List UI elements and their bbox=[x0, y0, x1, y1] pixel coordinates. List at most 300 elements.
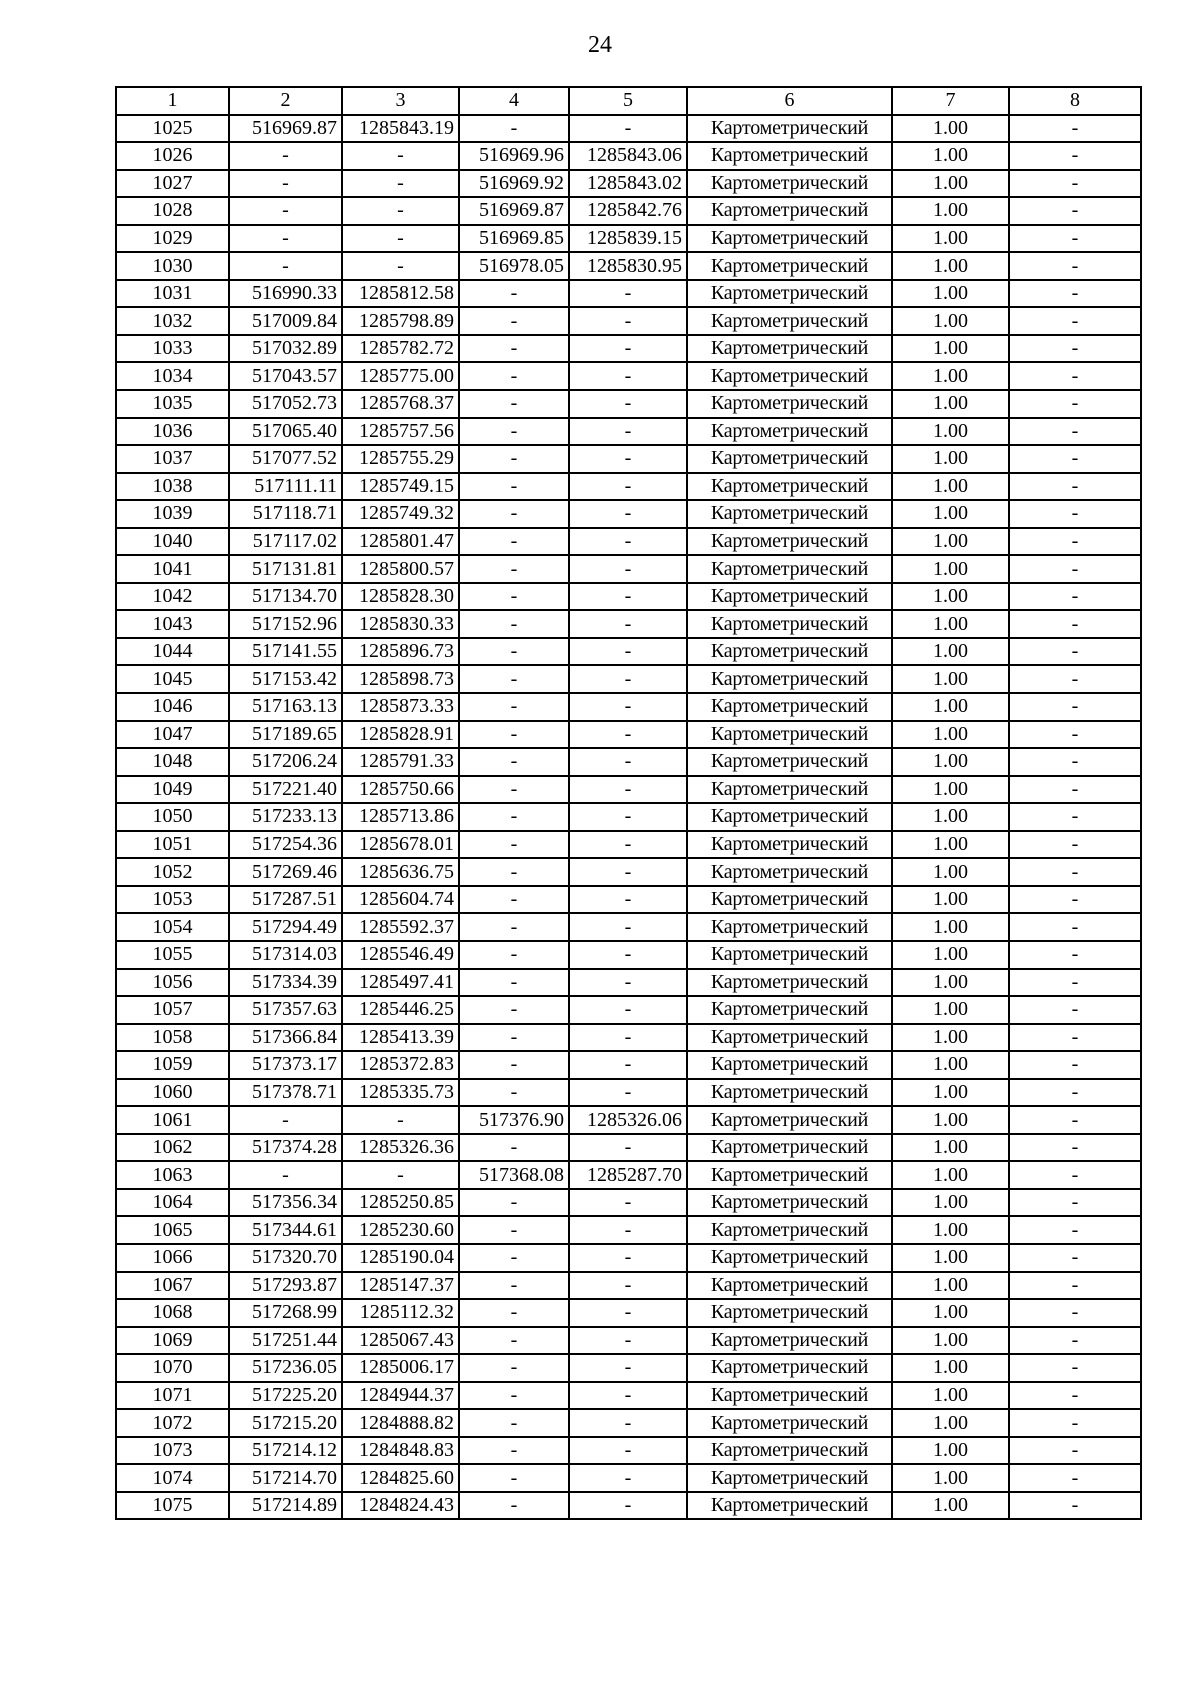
cell-y-new: - bbox=[569, 280, 687, 308]
cell-x-new: - bbox=[459, 748, 569, 776]
table-row bbox=[116, 418, 1141, 446]
cell-x-existing: 517134.70 bbox=[229, 583, 342, 611]
cell-note: - bbox=[1009, 1409, 1141, 1437]
cell-accuracy: 1.00 bbox=[892, 1272, 1009, 1300]
cell-accuracy: 1.00 bbox=[892, 748, 1009, 776]
cell-x-new: - bbox=[459, 280, 569, 308]
cell-point-number: 1061 bbox=[116, 1106, 229, 1134]
cell-note: - bbox=[1009, 1492, 1141, 1520]
cell-method: Картометрический bbox=[687, 913, 892, 941]
cell-method: Картометрический bbox=[687, 1409, 892, 1437]
cell-note: - bbox=[1009, 170, 1141, 198]
cell-accuracy: 1.00 bbox=[892, 307, 1009, 335]
cell-y-new: - bbox=[569, 528, 687, 556]
cell-x-new: - bbox=[459, 721, 569, 749]
cell-y-existing: 1285828.30 bbox=[342, 583, 459, 611]
cell-note: - bbox=[1009, 610, 1141, 638]
cell-y-new: - bbox=[569, 913, 687, 941]
cell-point-number: 1026 bbox=[116, 142, 229, 170]
cell-y-new: - bbox=[569, 390, 687, 418]
cell-y-existing: 1285335.73 bbox=[342, 1079, 459, 1107]
cell-y-new: - bbox=[569, 1409, 687, 1437]
cell-method: Картометрический bbox=[687, 1079, 892, 1107]
cell-method: Картометрический bbox=[687, 1051, 892, 1079]
cell-method: Картометрический bbox=[687, 610, 892, 638]
cell-method: Картометрический bbox=[687, 996, 892, 1024]
cell-x-new: 516969.92 bbox=[459, 170, 569, 198]
cell-y-new: - bbox=[569, 1299, 687, 1327]
table-row bbox=[116, 445, 1141, 473]
cell-method: Картометрический bbox=[687, 142, 892, 170]
cell-y-new: - bbox=[569, 1134, 687, 1162]
cell-accuracy: 1.00 bbox=[892, 996, 1009, 1024]
cell-y-new: - bbox=[569, 721, 687, 749]
cell-y-new: - bbox=[569, 941, 687, 969]
cell-x-existing: 517131.81 bbox=[229, 555, 342, 583]
cell-x-new: - bbox=[459, 1051, 569, 1079]
cell-x-new: - bbox=[459, 1327, 569, 1355]
cell-point-number: 1067 bbox=[116, 1272, 229, 1300]
cell-x-new: - bbox=[459, 1024, 569, 1052]
cell-point-number: 1031 bbox=[116, 280, 229, 308]
cell-accuracy: 1.00 bbox=[892, 1382, 1009, 1410]
cell-accuracy: 1.00 bbox=[892, 555, 1009, 583]
cell-method: Картометрический bbox=[687, 1299, 892, 1327]
cell-note: - bbox=[1009, 886, 1141, 914]
cell-x-new: - bbox=[459, 1382, 569, 1410]
table-row bbox=[116, 1079, 1141, 1107]
cell-note: - bbox=[1009, 693, 1141, 721]
table-row bbox=[116, 1354, 1141, 1382]
page-number: 24 bbox=[588, 32, 612, 58]
cell-x-new: - bbox=[459, 1134, 569, 1162]
cell-accuracy: 1.00 bbox=[892, 142, 1009, 170]
cell-x-new: - bbox=[459, 1079, 569, 1107]
cell-x-existing: 517314.03 bbox=[229, 941, 342, 969]
column-header-6: 6 bbox=[687, 87, 892, 115]
cell-y-new: - bbox=[569, 638, 687, 666]
cell-accuracy: 1.00 bbox=[892, 583, 1009, 611]
cell-note: - bbox=[1009, 1079, 1141, 1107]
table-row bbox=[116, 1244, 1141, 1272]
cell-point-number: 1046 bbox=[116, 693, 229, 721]
cell-x-new: 516969.85 bbox=[459, 225, 569, 253]
cell-accuracy: 1.00 bbox=[892, 280, 1009, 308]
cell-y-existing: 1285798.89 bbox=[342, 307, 459, 335]
cell-note: - bbox=[1009, 1437, 1141, 1465]
cell-x-existing: - bbox=[229, 170, 342, 198]
cell-x-new: - bbox=[459, 1189, 569, 1217]
cell-point-number: 1066 bbox=[116, 1244, 229, 1272]
cell-x-new: - bbox=[459, 776, 569, 804]
cell-note: - bbox=[1009, 776, 1141, 804]
cell-method: Картометрический bbox=[687, 665, 892, 693]
cell-method: Картометрический bbox=[687, 803, 892, 831]
cell-x-existing: 517233.13 bbox=[229, 803, 342, 831]
cell-y-existing: 1284848.83 bbox=[342, 1437, 459, 1465]
cell-method: Картометрический bbox=[687, 1161, 892, 1189]
cell-y-existing: 1285372.83 bbox=[342, 1051, 459, 1079]
cell-method: Картометрический bbox=[687, 886, 892, 914]
cell-y-existing: 1285873.33 bbox=[342, 693, 459, 721]
cell-accuracy: 1.00 bbox=[892, 1079, 1009, 1107]
cell-y-new: - bbox=[569, 473, 687, 501]
cell-x-existing: - bbox=[229, 252, 342, 280]
cell-x-new: - bbox=[459, 1216, 569, 1244]
table-row bbox=[116, 1382, 1141, 1410]
cell-accuracy: 1.00 bbox=[892, 390, 1009, 418]
table-row bbox=[116, 1189, 1141, 1217]
cell-point-number: 1053 bbox=[116, 886, 229, 914]
table-row bbox=[116, 996, 1141, 1024]
cell-point-number: 1049 bbox=[116, 776, 229, 804]
cell-y-existing: - bbox=[342, 1106, 459, 1134]
cell-note: - bbox=[1009, 748, 1141, 776]
cell-x-new: 517376.90 bbox=[459, 1106, 569, 1134]
cell-x-existing: 517366.84 bbox=[229, 1024, 342, 1052]
table-row bbox=[116, 583, 1141, 611]
cell-y-new: - bbox=[569, 1051, 687, 1079]
cell-x-existing: 517373.17 bbox=[229, 1051, 342, 1079]
table-row bbox=[116, 886, 1141, 914]
cell-method: Картометрический bbox=[687, 1134, 892, 1162]
cell-x-new: - bbox=[459, 335, 569, 363]
cell-method: Картометрический bbox=[687, 1492, 892, 1520]
cell-point-number: 1063 bbox=[116, 1161, 229, 1189]
cell-point-number: 1037 bbox=[116, 445, 229, 473]
cell-y-new: - bbox=[569, 362, 687, 390]
cell-method: Картометрический bbox=[687, 225, 892, 253]
column-header-8: 8 bbox=[1009, 87, 1141, 115]
cell-x-new: 516978.05 bbox=[459, 252, 569, 280]
cell-note: - bbox=[1009, 1189, 1141, 1217]
cell-y-new: - bbox=[569, 445, 687, 473]
cell-y-new: - bbox=[569, 1327, 687, 1355]
cell-method: Картометрический bbox=[687, 252, 892, 280]
cell-y-existing: 1284888.82 bbox=[342, 1409, 459, 1437]
cell-y-new: - bbox=[569, 803, 687, 831]
table-row bbox=[116, 1161, 1141, 1189]
cell-point-number: 1039 bbox=[116, 500, 229, 528]
cell-accuracy: 1.00 bbox=[892, 776, 1009, 804]
cell-point-number: 1042 bbox=[116, 583, 229, 611]
cell-point-number: 1045 bbox=[116, 665, 229, 693]
cell-x-existing: 517118.71 bbox=[229, 500, 342, 528]
cell-method: Картометрический bbox=[687, 638, 892, 666]
cell-method: Картометрический bbox=[687, 1327, 892, 1355]
table-header bbox=[116, 87, 1141, 115]
cell-x-existing: - bbox=[229, 1106, 342, 1134]
cell-accuracy: 1.00 bbox=[892, 638, 1009, 666]
cell-note: - bbox=[1009, 913, 1141, 941]
cell-note: - bbox=[1009, 1382, 1141, 1410]
cell-point-number: 1033 bbox=[116, 335, 229, 363]
cell-note: - bbox=[1009, 1216, 1141, 1244]
cell-x-new: - bbox=[459, 996, 569, 1024]
cell-accuracy: 1.00 bbox=[892, 1024, 1009, 1052]
cell-y-existing: 1285749.15 bbox=[342, 473, 459, 501]
column-header-7: 7 bbox=[892, 87, 1009, 115]
cell-y-new: 1285843.06 bbox=[569, 142, 687, 170]
cell-y-existing: 1285812.58 bbox=[342, 280, 459, 308]
cell-point-number: 1058 bbox=[116, 1024, 229, 1052]
cell-x-existing: 517221.40 bbox=[229, 776, 342, 804]
cell-method: Картометрический bbox=[687, 500, 892, 528]
cell-point-number: 1052 bbox=[116, 858, 229, 886]
cell-point-number: 1048 bbox=[116, 748, 229, 776]
cell-accuracy: 1.00 bbox=[892, 969, 1009, 997]
cell-note: - bbox=[1009, 1354, 1141, 1382]
table-row bbox=[116, 307, 1141, 335]
cell-x-new: - bbox=[459, 831, 569, 859]
cell-note: - bbox=[1009, 555, 1141, 583]
table-row bbox=[116, 197, 1141, 225]
cell-method: Картометрический bbox=[687, 1106, 892, 1134]
cell-y-new: - bbox=[569, 831, 687, 859]
cell-y-existing: 1285775.00 bbox=[342, 362, 459, 390]
cell-point-number: 1072 bbox=[116, 1409, 229, 1437]
cell-note: - bbox=[1009, 665, 1141, 693]
cell-y-new: - bbox=[569, 583, 687, 611]
cell-x-existing: 517268.99 bbox=[229, 1299, 342, 1327]
cell-x-existing: - bbox=[229, 197, 342, 225]
cell-point-number: 1059 bbox=[116, 1051, 229, 1079]
cell-x-existing: 517009.84 bbox=[229, 307, 342, 335]
cell-y-existing: 1285497.41 bbox=[342, 969, 459, 997]
cell-x-existing: 517214.89 bbox=[229, 1492, 342, 1520]
table-row bbox=[116, 693, 1141, 721]
cell-x-new: - bbox=[459, 362, 569, 390]
cell-point-number: 1075 bbox=[116, 1492, 229, 1520]
cell-x-new: - bbox=[459, 390, 569, 418]
table-row bbox=[116, 1106, 1141, 1134]
cell-x-new: - bbox=[459, 473, 569, 501]
cell-accuracy: 1.00 bbox=[892, 445, 1009, 473]
table-row bbox=[116, 115, 1141, 143]
cell-y-new: - bbox=[569, 1492, 687, 1520]
cell-y-new: - bbox=[569, 307, 687, 335]
cell-y-new: - bbox=[569, 665, 687, 693]
cell-method: Картометрический bbox=[687, 170, 892, 198]
cell-point-number: 1056 bbox=[116, 969, 229, 997]
cell-x-existing: 517287.51 bbox=[229, 886, 342, 914]
cell-method: Картометрический bbox=[687, 1464, 892, 1492]
cell-point-number: 1036 bbox=[116, 418, 229, 446]
cell-y-existing: - bbox=[342, 1161, 459, 1189]
cell-method: Картометрический bbox=[687, 307, 892, 335]
table-row bbox=[116, 1134, 1141, 1162]
cell-accuracy: 1.00 bbox=[892, 500, 1009, 528]
cell-x-existing: 517111.11 bbox=[229, 473, 342, 501]
cell-y-existing: 1285830.33 bbox=[342, 610, 459, 638]
cell-x-new: - bbox=[459, 1272, 569, 1300]
cell-accuracy: 1.00 bbox=[892, 1464, 1009, 1492]
cell-x-existing: 517163.13 bbox=[229, 693, 342, 721]
cell-note: - bbox=[1009, 500, 1141, 528]
cell-x-new: - bbox=[459, 445, 569, 473]
table-row bbox=[116, 831, 1141, 859]
cell-x-existing: 517043.57 bbox=[229, 362, 342, 390]
cell-accuracy: 1.00 bbox=[892, 721, 1009, 749]
column-header-5: 5 bbox=[569, 87, 687, 115]
table-row bbox=[116, 1272, 1141, 1300]
cell-accuracy: 1.00 bbox=[892, 803, 1009, 831]
cell-method: Картометрический bbox=[687, 721, 892, 749]
cell-point-number: 1062 bbox=[116, 1134, 229, 1162]
cell-x-new: - bbox=[459, 886, 569, 914]
cell-accuracy: 1.00 bbox=[892, 858, 1009, 886]
cell-x-new: - bbox=[459, 969, 569, 997]
cell-y-new: 1285839.15 bbox=[569, 225, 687, 253]
cell-y-existing: 1285768.37 bbox=[342, 390, 459, 418]
cell-point-number: 1043 bbox=[116, 610, 229, 638]
cell-y-existing: 1285636.75 bbox=[342, 858, 459, 886]
cell-note: - bbox=[1009, 1106, 1141, 1134]
cell-y-existing: 1285898.73 bbox=[342, 665, 459, 693]
cell-x-new: - bbox=[459, 1354, 569, 1382]
cell-y-new: - bbox=[569, 969, 687, 997]
cell-y-existing: - bbox=[342, 225, 459, 253]
cell-accuracy: 1.00 bbox=[892, 115, 1009, 143]
cell-method: Картометрический bbox=[687, 555, 892, 583]
cell-method: Картометрический bbox=[687, 280, 892, 308]
cell-method: Картометрический bbox=[687, 748, 892, 776]
cell-method: Картометрический bbox=[687, 1382, 892, 1410]
table-row bbox=[116, 941, 1141, 969]
table-row bbox=[116, 142, 1141, 170]
cell-y-new: - bbox=[569, 115, 687, 143]
cell-x-new: - bbox=[459, 500, 569, 528]
cell-point-number: 1038 bbox=[116, 473, 229, 501]
cell-x-existing: 517236.05 bbox=[229, 1354, 342, 1382]
cell-x-existing: 517117.02 bbox=[229, 528, 342, 556]
table-row bbox=[116, 913, 1141, 941]
cell-point-number: 1065 bbox=[116, 1216, 229, 1244]
cell-x-existing: 517077.52 bbox=[229, 445, 342, 473]
cell-point-number: 1074 bbox=[116, 1464, 229, 1492]
cell-y-new: - bbox=[569, 1464, 687, 1492]
cell-x-existing: - bbox=[229, 142, 342, 170]
table-row bbox=[116, 1492, 1141, 1520]
cell-point-number: 1047 bbox=[116, 721, 229, 749]
cell-x-existing: 517214.12 bbox=[229, 1437, 342, 1465]
cell-y-existing: 1285230.60 bbox=[342, 1216, 459, 1244]
cell-y-existing: 1285800.57 bbox=[342, 555, 459, 583]
cell-x-new: 517368.08 bbox=[459, 1161, 569, 1189]
cell-note: - bbox=[1009, 721, 1141, 749]
cell-y-existing: 1284824.43 bbox=[342, 1492, 459, 1520]
cell-note: - bbox=[1009, 445, 1141, 473]
cell-accuracy: 1.00 bbox=[892, 610, 1009, 638]
cell-method: Картометрический bbox=[687, 528, 892, 556]
cell-y-new: - bbox=[569, 1079, 687, 1107]
cell-accuracy: 1.00 bbox=[892, 1492, 1009, 1520]
cell-method: Картометрический bbox=[687, 941, 892, 969]
cell-method: Картометрический bbox=[687, 1244, 892, 1272]
table-row bbox=[116, 362, 1141, 390]
cell-y-new: - bbox=[569, 1189, 687, 1217]
table-row bbox=[116, 748, 1141, 776]
cell-x-new: - bbox=[459, 803, 569, 831]
cell-x-new: - bbox=[459, 941, 569, 969]
cell-y-existing: 1285750.66 bbox=[342, 776, 459, 804]
table-row bbox=[116, 1024, 1141, 1052]
cell-note: - bbox=[1009, 252, 1141, 280]
cell-point-number: 1051 bbox=[116, 831, 229, 859]
cell-y-new: - bbox=[569, 555, 687, 583]
table-body bbox=[116, 115, 1141, 1520]
cell-x-new: - bbox=[459, 693, 569, 721]
cell-y-new: - bbox=[569, 335, 687, 363]
cell-accuracy: 1.00 bbox=[892, 913, 1009, 941]
cell-note: - bbox=[1009, 1464, 1141, 1492]
cell-y-new: - bbox=[569, 1244, 687, 1272]
cell-note: - bbox=[1009, 197, 1141, 225]
cell-x-new: - bbox=[459, 115, 569, 143]
cell-x-existing: 516990.33 bbox=[229, 280, 342, 308]
cell-x-existing: 517378.71 bbox=[229, 1079, 342, 1107]
cell-accuracy: 1.00 bbox=[892, 1354, 1009, 1382]
cell-accuracy: 1.00 bbox=[892, 665, 1009, 693]
cell-x-existing: 517141.55 bbox=[229, 638, 342, 666]
table-row bbox=[116, 390, 1141, 418]
table-row bbox=[116, 1216, 1141, 1244]
cell-note: - bbox=[1009, 225, 1141, 253]
cell-note: - bbox=[1009, 1299, 1141, 1327]
cell-note: - bbox=[1009, 418, 1141, 446]
cell-note: - bbox=[1009, 858, 1141, 886]
cell-point-number: 1054 bbox=[116, 913, 229, 941]
cell-y-existing: 1285147.37 bbox=[342, 1272, 459, 1300]
cell-x-new: 516969.96 bbox=[459, 142, 569, 170]
cell-note: - bbox=[1009, 335, 1141, 363]
cell-y-existing: 1285791.33 bbox=[342, 748, 459, 776]
column-header-3: 3 bbox=[342, 87, 459, 115]
cell-x-existing: 517356.34 bbox=[229, 1189, 342, 1217]
cell-accuracy: 1.00 bbox=[892, 1161, 1009, 1189]
cell-accuracy: 1.00 bbox=[892, 252, 1009, 280]
cell-y-existing: 1284825.60 bbox=[342, 1464, 459, 1492]
table-row bbox=[116, 1051, 1141, 1079]
cell-x-new: - bbox=[459, 665, 569, 693]
table-row bbox=[116, 776, 1141, 804]
cell-point-number: 1034 bbox=[116, 362, 229, 390]
cell-method: Картометрический bbox=[687, 858, 892, 886]
cell-y-new: - bbox=[569, 886, 687, 914]
cell-method: Картометрический bbox=[687, 969, 892, 997]
cell-method: Картометрический bbox=[687, 583, 892, 611]
cell-x-new: - bbox=[459, 1409, 569, 1437]
table-row bbox=[116, 500, 1141, 528]
column-header-2: 2 bbox=[229, 87, 342, 115]
cell-y-new: - bbox=[569, 1216, 687, 1244]
cell-x-existing: 517334.39 bbox=[229, 969, 342, 997]
table-row bbox=[116, 1409, 1141, 1437]
cell-point-number: 1040 bbox=[116, 528, 229, 556]
header-row bbox=[116, 87, 1141, 115]
cell-accuracy: 1.00 bbox=[892, 1327, 1009, 1355]
cell-note: - bbox=[1009, 638, 1141, 666]
cell-y-existing: 1285190.04 bbox=[342, 1244, 459, 1272]
table-row bbox=[116, 610, 1141, 638]
cell-x-existing: 517206.24 bbox=[229, 748, 342, 776]
cell-note: - bbox=[1009, 969, 1141, 997]
cell-x-new: - bbox=[459, 528, 569, 556]
cell-point-number: 1064 bbox=[116, 1189, 229, 1217]
cell-point-number: 1025 bbox=[116, 115, 229, 143]
cell-x-existing: 517032.89 bbox=[229, 335, 342, 363]
cell-y-existing: 1285678.01 bbox=[342, 831, 459, 859]
